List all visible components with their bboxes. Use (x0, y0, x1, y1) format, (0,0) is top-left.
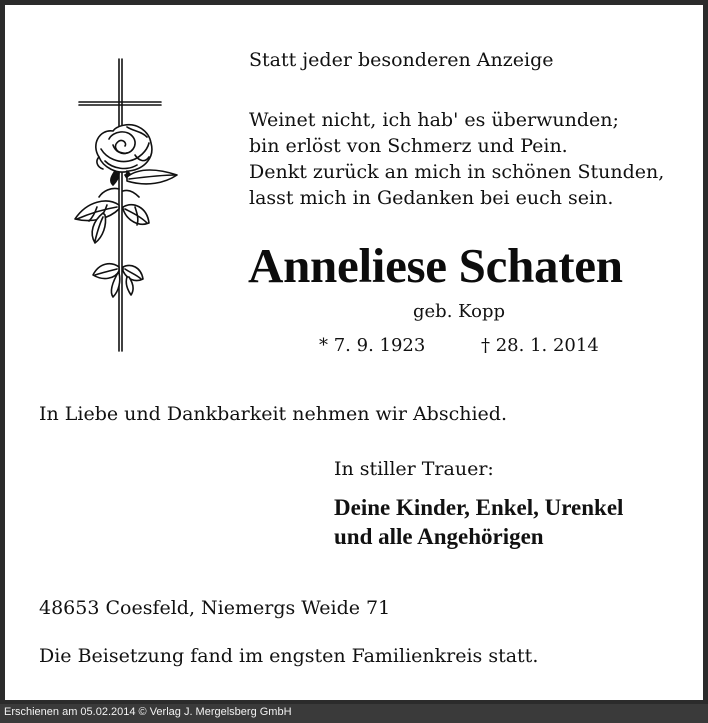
poem-line: Weinet nicht, ich hab' es überwunden; (249, 109, 619, 131)
deceased-name: Anneliese Schaten (248, 238, 623, 293)
farewell-line: In Liebe und Dankbarkeit nehmen wir Abschied. (39, 403, 507, 425)
publication-footer (0, 704, 708, 723)
poem-line: Denkt zurück an mich in schönen Stunden, (249, 161, 665, 183)
birth-date: * 7. 9. 1923 (319, 335, 426, 356)
death-date: † 28. 1. 2014 (481, 335, 599, 356)
maiden-name: geb. Kopp (413, 301, 505, 322)
funeral-note: Die Beisetzung fand im engsten Familienkreis statt. (39, 645, 539, 667)
cross-with-rose-icon (69, 57, 185, 353)
mourners-line: und alle Angehörigen (334, 524, 544, 549)
address: 48653 Coesfeld, Niemergs Weide 71 (39, 597, 391, 619)
publication-credit: Erschienen am 05.02.2014 © Verlag J. Mergelsberg GmbH (4, 706, 292, 718)
poem-line: lasst mich in Gedanken bei euch sein. (249, 187, 614, 209)
mourning-label: In stiller Trauer: (334, 458, 494, 480)
mourners-line: Deine Kinder, Enkel, Urenkel (334, 495, 624, 520)
poem-line: bin erlöst von Schmerz und Pein. (249, 135, 568, 157)
mourners-list (334, 493, 623, 551)
notice-headline: Statt jeder besonderen Anzeige (249, 49, 554, 71)
poem (249, 107, 664, 211)
